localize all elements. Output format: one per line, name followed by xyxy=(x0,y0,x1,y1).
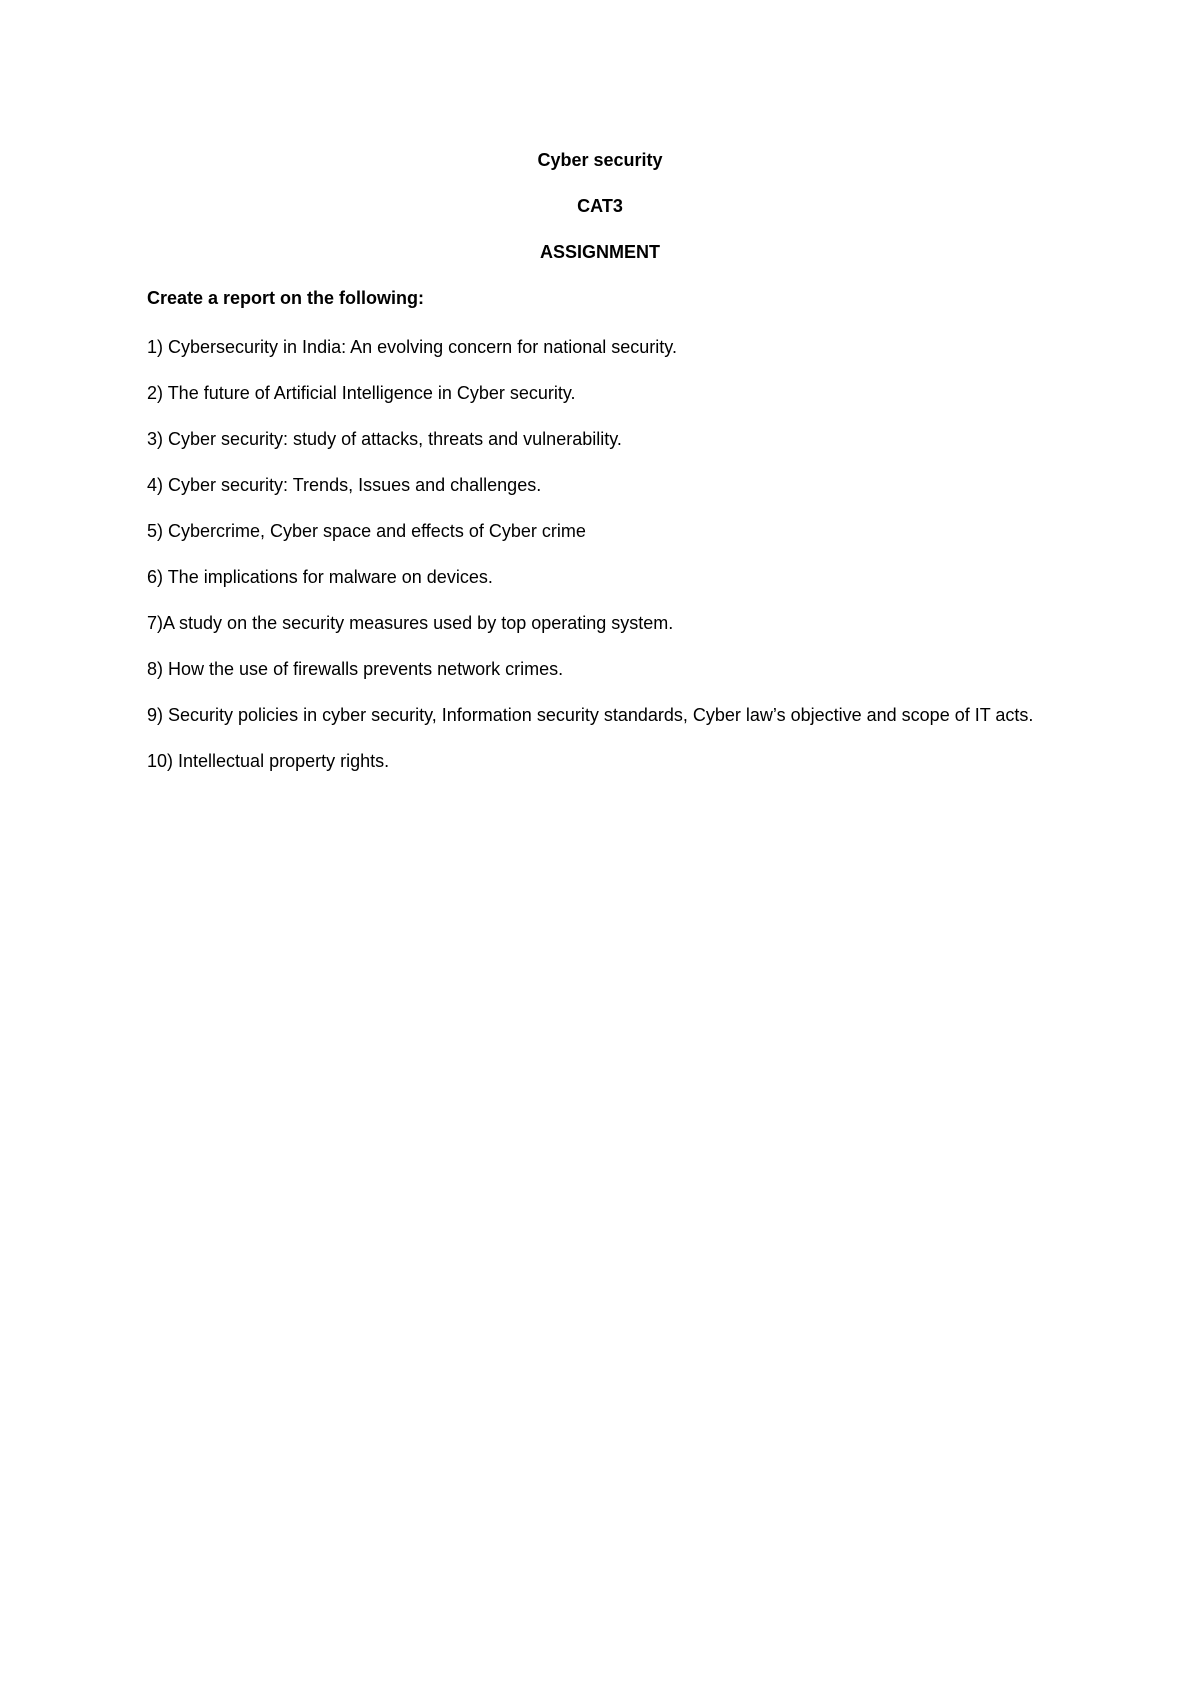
topic-number: 9) xyxy=(147,705,164,725)
topic-text: Cyber security: study of attacks, threats and vulnerability. xyxy=(163,429,622,449)
list-item xyxy=(147,470,1067,500)
topic-number: 8) xyxy=(147,659,164,679)
topic-text: Cybersecurity in India: An evolving concern for national security. xyxy=(163,337,677,357)
list-item xyxy=(147,516,1067,546)
topic-text: The future of Artificial Intelligence in Cyber security. xyxy=(163,383,576,403)
list-item xyxy=(147,608,1067,638)
list-item xyxy=(147,424,1067,454)
topic-number: 2) xyxy=(147,383,164,403)
topic-number: 10) xyxy=(147,751,174,771)
topic-number: 5) xyxy=(147,521,164,541)
topic-text: Cyber security: Trends, Issues and challenges. xyxy=(163,475,542,495)
topic-text: Intellectual property rights. xyxy=(173,751,390,771)
topic-text: Security policies in cyber security, Information security standards, Cyber law’s objective and scope of IT acts. xyxy=(163,705,1034,725)
list-item xyxy=(147,332,1067,362)
topic-list xyxy=(147,332,1067,792)
topic-number: 4) xyxy=(147,475,164,495)
list-item xyxy=(147,378,1067,408)
list-item xyxy=(147,562,1067,592)
list-item xyxy=(147,746,1067,776)
topic-number: 7) xyxy=(147,613,164,633)
topic-text: Cybercrime, Cyber space and effects of Cyber crime xyxy=(163,521,586,541)
document-title: Cyber security xyxy=(537,150,663,170)
list-item xyxy=(147,700,1067,730)
topic-text: How the use of firewalls prevents network crimes. xyxy=(163,659,564,679)
document-type-heading: ASSIGNMENT xyxy=(539,242,660,262)
topic-number: 6) xyxy=(147,567,164,587)
topic-text: A study on the security measures used by top operating system. xyxy=(163,613,674,633)
intro-instruction: Create a report on the following: xyxy=(147,288,425,308)
topic-number: 1) xyxy=(147,337,164,357)
topic-number: 3) xyxy=(147,429,164,449)
topic-text: The implications for malware on devices. xyxy=(163,567,493,587)
list-item xyxy=(147,654,1067,684)
document-subtitle: CAT3 xyxy=(577,196,623,216)
